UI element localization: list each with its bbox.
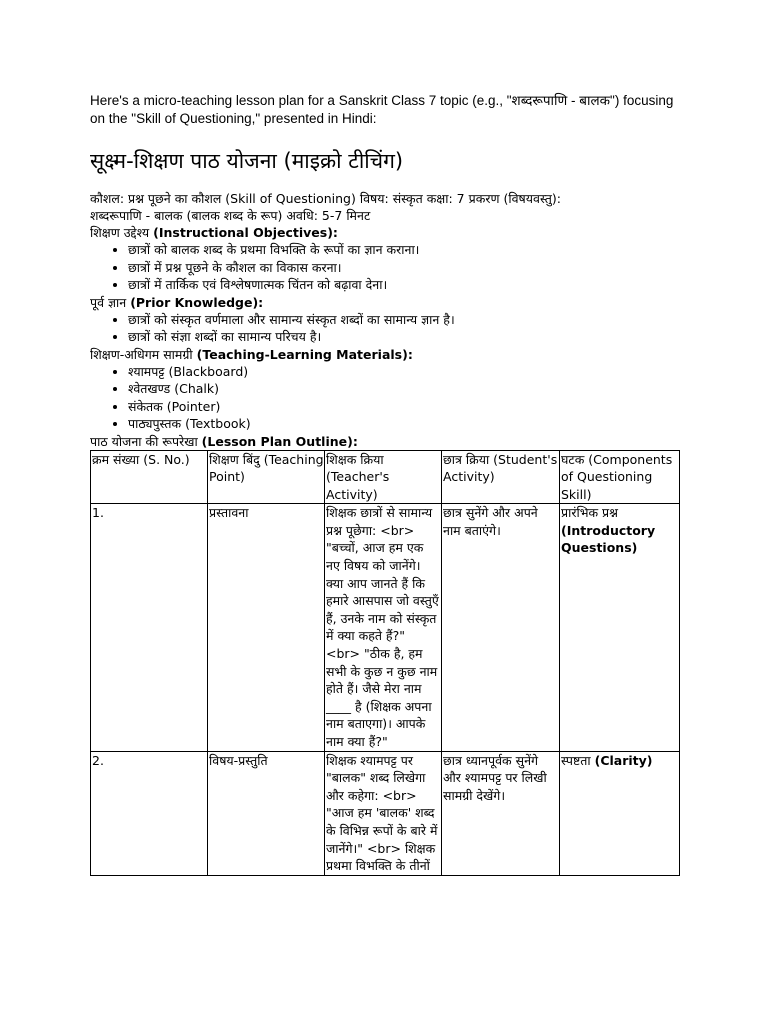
cell-teacher-activity: शिक्षक छात्रों से सामान्य प्रश्न पूछेगा: <br> "बच्चों, आज हम एक नए विषय को जानेंगे। क्या आप जानते हैं कि हमारे आसपास जो वस्तुएँ हैं, उनके नाम को संस्कृत में क्या कहते हैं?" <br> "ठीक है, हम सभी के कुछ न कुछ नाम होते हैं। जैसे मेरा नाम ____ है (शिक्षक अपना नाम बताएगा)। आपके नाम क्या हैं?" [325,504,442,751]
list-item: • श्यामपट्ट (Blackboard) [128,363,690,381]
materials-heading-en: (Teaching-Learning Materials): [196,346,413,362]
document-body [90,92,690,876]
component-en: (Clarity) [594,752,653,768]
header-student-activity: छात्र क्रिया (Student's Activity) [442,450,560,504]
materials-heading-hi: शिक्षण-अधिगम सामग्री [90,346,197,362]
outline-heading-en: (Lesson Plan Outline): [201,433,358,449]
list-item: • संकेतक (Pointer) [128,398,690,416]
prior-list [90,311,690,346]
list-item: • छात्रों में प्रश्न पूछने के कौशल का विकास करना। [128,259,690,277]
outline-heading-hi: पाठ योजना की रूपरेखा [90,433,202,449]
materials-heading [90,346,690,363]
meta-line-2: शब्दरूपाणि - बालक (बालक शब्द के रूप) अवधि: 5-7 मिनट [90,208,371,223]
cell-component [560,751,680,875]
header-teacher-activity: शिक्षक क्रिया (Teacher's Activity) [325,450,442,504]
component-hi: प्रारंभिक प्रश्न [561,505,619,521]
cell-teacher-activity: शिक्षक श्यामपट्ट पर "बालक" शब्द लिखेगा और कहेगा: <br> "आज हम 'बालक' शब्द के विभिन्न रूपों के बारे में जानेंगे।" <br> शिक्षक प्रथमा विभक्ति के तीनों [325,751,442,875]
cell-teaching-point: विषय-प्रस्तुति [208,751,325,875]
prior-heading [90,294,690,311]
cell-student-activity: छात्र सुनेंगे और अपने नाम बताएंगे। [442,504,560,751]
document-title: सूक्ष्म-शिक्षण पाठ योजना (माइक्रो टीचिंग) [90,149,404,173]
prior-heading-en: (Prior Knowledge): [130,294,264,310]
cell-teaching-point: प्रस्तावना [208,504,325,751]
component-hi: स्पष्टता [561,752,595,768]
lesson-plan-table [90,450,680,876]
header-sno: क्रम संख्या (S. No.) [91,450,208,504]
objectives-list [90,241,690,294]
table-header-row [91,450,680,504]
intro-text: Here's a micro-teaching lesson plan for a Sanskrit Class 7 topic (e.g., "शब्दरूपाणि - बालक") focusing on the "Skill of Questioning," presented in Hindi: [90,93,674,126]
cell-student-activity: छात्र ध्यानपूर्वक सुनेंगे और श्यामपट्ट पर लिखी सामग्री देखेंगे। [442,751,560,875]
cell-sno: 1. [91,504,208,751]
list-item: • छात्रों को बालक शब्द के प्रथमा विभक्ति के रूपों का ज्ञान कराना। [128,241,690,259]
table-row [91,751,680,875]
materials-list [90,363,690,433]
objectives-heading-hi: शिक्षण उद्देश्य [90,225,154,240]
outline-heading [90,433,690,450]
list-item: • छात्रों को संस्कृत वर्णमाला और सामान्य संस्कृत शब्दों का सामान्य ज्ञान है। [128,311,690,329]
component-en: (Introductory Questions) [561,522,656,556]
list-item: • छात्रों को संज्ञा शब्दों का सामान्य परिचय है। [128,328,690,346]
prior-heading-hi: पूर्व ज्ञान [90,294,131,310]
list-item: • श्वेतखण्ड (Chalk) [128,380,690,398]
header-components: घटक (Components of Questioning Skill) [560,450,680,504]
cell-component [560,504,680,751]
objectives-heading-en: (Instructional Objectives): [153,225,338,240]
header-teaching-point: शिक्षण बिंदु (Teaching Point) [208,450,325,504]
table-row [91,504,680,751]
cell-sno: 2. [91,751,208,875]
list-item: • छात्रों में तार्किक एवं विश्लेषणात्मक चिंतन को बढ़ावा देना। [128,276,690,294]
meta-line-1: कौशल: प्रश्न पूछने का कौशल (Skill of Questioning) विषय: संस्कृत कक्षा: 7 प्रकरण (विषयवस्तु): [90,191,562,206]
objectives-heading [90,224,690,241]
list-item: • पाठ्यपुस्तक (Textbook) [128,415,690,433]
